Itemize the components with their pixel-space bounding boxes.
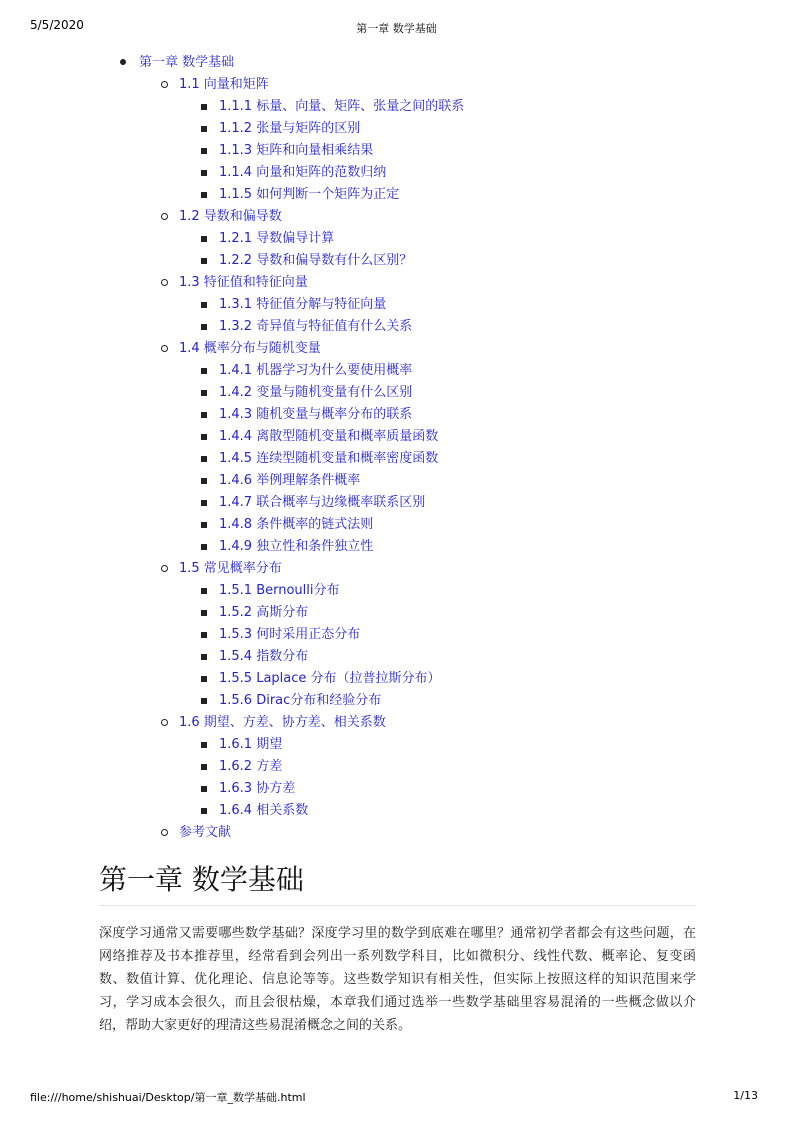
toc-link[interactable]: 1.1.2 张量与矩阵的区别 — [219, 121, 361, 136]
toc-link[interactable]: 1.4.9 独立性和条件独立性 — [219, 539, 374, 554]
heading-divider — [99, 905, 696, 906]
toc-item — [0, 184, 793, 206]
toc-list — [0, 52, 793, 844]
square-bullet-icon — [201, 236, 207, 242]
square-bullet-icon — [201, 764, 207, 770]
toc-link[interactable]: 1.6.4 相关系数 — [219, 803, 309, 818]
toc-item — [0, 228, 793, 250]
circle-bullet-icon — [161, 719, 168, 726]
square-bullet-icon — [201, 632, 207, 638]
toc-link[interactable]: 1.4 概率分布与随机变量 — [179, 341, 321, 356]
square-bullet-icon — [201, 368, 207, 374]
toc-item — [0, 206, 793, 228]
square-bullet-icon — [201, 808, 207, 814]
toc-link[interactable]: 1.5 常见概率分布 — [179, 561, 282, 576]
toc-item — [0, 492, 793, 514]
toc-item — [0, 294, 793, 316]
print-title: 第一章 数学基础 — [356, 22, 437, 35]
file-path: file:///home/shishuai/Desktop/第一章_数学基础.html — [30, 1091, 306, 1104]
toc-link[interactable]: 1.4.1 机器学习为什么要使用概率 — [219, 363, 413, 378]
square-bullet-icon — [201, 654, 207, 660]
square-bullet-icon — [201, 104, 207, 110]
toc-link[interactable]: 1.2 导数和偏导数 — [179, 209, 282, 224]
toc-item — [0, 470, 793, 492]
toc-link[interactable]: 1.1.4 向量和矩阵的范数归纳 — [219, 165, 387, 180]
toc-item — [0, 52, 793, 74]
table-of-contents — [0, 52, 793, 844]
disc-bullet-icon — [120, 59, 126, 65]
toc-link[interactable]: 1.3.2 奇异值与特征值有什么关系 — [219, 319, 413, 334]
toc-link[interactable]: 1.6.2 方差 — [219, 759, 283, 774]
toc-link[interactable]: 1.5.2 高斯分布 — [219, 605, 309, 620]
toc-link[interactable]: 1.1.5 如何判断一个矩阵为正定 — [219, 187, 400, 202]
page-number: 1/13 — [733, 1089, 758, 1102]
toc-link[interactable]: 第一章 数学基础 — [139, 55, 235, 70]
square-bullet-icon — [201, 126, 207, 132]
circle-bullet-icon — [161, 565, 168, 572]
toc-link[interactable]: 1.5.1 Bernoulli分布 — [219, 583, 340, 598]
toc-item — [0, 690, 793, 712]
toc-item — [0, 382, 793, 404]
toc-link[interactable]: 1.4.5 连续型随机变量和概率密度函数 — [219, 451, 439, 466]
toc-item — [0, 822, 793, 844]
toc-item — [0, 580, 793, 602]
toc-item — [0, 316, 793, 338]
square-bullet-icon — [201, 258, 207, 264]
toc-item — [0, 404, 793, 426]
intro-paragraph: 深度学习通常又需要哪些数学基础？深度学习里的数学到底难在哪里？通常初学者都会有这些问题，在网络推荐及书本推荐里，经常看到会列出一系列数学科目，比如微积分、线性代数、概率论、复变函数、数值计算、优化理论、信息论等等。这些数学知识有相关性，但实际上按照这样的知识范围来学习，学习成本会很久，而且会很枯燥，本章我们通过选举一些数学基础里容易混淆的一些概念做以介绍，帮助大家更好的理清这些易混淆概念之间的关系。 — [99, 926, 696, 1033]
toc-item — [0, 514, 793, 536]
toc-link[interactable]: 1.6.3 协方差 — [219, 781, 296, 796]
toc-link[interactable]: 1.2.1 导数偏导计算 — [219, 231, 335, 246]
toc-item — [0, 624, 793, 646]
toc-item — [0, 558, 793, 580]
square-bullet-icon — [201, 192, 207, 198]
toc-link[interactable]: 1.4.3 随机变量与概率分布的联系 — [219, 407, 413, 422]
toc-link[interactable]: 1.5.4 指数分布 — [219, 649, 309, 664]
circle-bullet-icon — [161, 829, 168, 836]
square-bullet-icon — [201, 324, 207, 330]
toc-link[interactable]: 1.5.5 Laplace 分布（拉普拉斯分布） — [219, 671, 441, 686]
toc-link[interactable]: 参考文献 — [179, 825, 232, 840]
toc-link[interactable]: 1.4.7 联合概率与边缘概率联系区别 — [219, 495, 426, 510]
toc-item — [0, 338, 793, 360]
print-date: 5/5/2020 — [30, 18, 84, 32]
toc-item — [0, 74, 793, 96]
circle-bullet-icon — [161, 345, 168, 352]
square-bullet-icon — [201, 676, 207, 682]
square-bullet-icon — [201, 588, 207, 594]
square-bullet-icon — [201, 390, 207, 396]
toc-link[interactable]: 1.1 向量和矩阵 — [179, 77, 269, 92]
toc-item — [0, 360, 793, 382]
toc-link[interactable]: 1.1.1 标量、向量、矩阵、张量之间的联系 — [219, 99, 465, 114]
toc-item — [0, 800, 793, 822]
toc-link[interactable]: 1.4.6 举例理解条件概率 — [219, 473, 361, 488]
square-bullet-icon — [201, 434, 207, 440]
toc-item — [0, 536, 793, 558]
toc-link[interactable]: 1.6.1 期望 — [219, 737, 283, 752]
square-bullet-icon — [201, 148, 207, 154]
square-bullet-icon — [201, 456, 207, 462]
toc-item — [0, 668, 793, 690]
square-bullet-icon — [201, 544, 207, 550]
toc-item — [0, 602, 793, 624]
toc-link[interactable]: 1.5.6 Dirac分布和经验分布 — [219, 693, 382, 708]
square-bullet-icon — [201, 786, 207, 792]
circle-bullet-icon — [161, 279, 168, 286]
square-bullet-icon — [201, 742, 207, 748]
toc-item — [0, 646, 793, 668]
toc-item — [0, 448, 793, 470]
square-bullet-icon — [201, 610, 207, 616]
toc-item — [0, 734, 793, 756]
toc-item — [0, 118, 793, 140]
circle-bullet-icon — [161, 81, 168, 88]
square-bullet-icon — [201, 522, 207, 528]
toc-link[interactable]: 1.1.3 矩阵和向量相乘结果 — [219, 143, 374, 158]
square-bullet-icon — [201, 698, 207, 704]
toc-item — [0, 140, 793, 162]
square-bullet-icon — [201, 412, 207, 418]
toc-link[interactable]: 1.5.3 何时采用正态分布 — [219, 627, 361, 642]
toc-link[interactable]: 1.4.2 变量与随机变量有什么区别 — [219, 385, 413, 400]
square-bullet-icon — [201, 302, 207, 308]
square-bullet-icon — [201, 478, 207, 484]
toc-link[interactable]: 1.2.2 导数和偏导数有什么区别？ — [219, 253, 413, 268]
toc-item — [0, 426, 793, 448]
toc-item — [0, 162, 793, 184]
square-bullet-icon — [201, 500, 207, 506]
toc-item — [0, 96, 793, 118]
toc-item — [0, 712, 793, 734]
toc-link[interactable]: 1.3 特征值和特征向量 — [179, 275, 308, 290]
chapter-heading: 第一章 数学基础 — [99, 863, 304, 896]
toc-link[interactable]: 1.3.1 特征值分解与特征向量 — [219, 297, 387, 312]
toc-item — [0, 756, 793, 778]
square-bullet-icon — [201, 170, 207, 176]
toc-item — [0, 272, 793, 294]
toc-link[interactable]: 1.6 期望、方差、协方差、相关系数 — [179, 715, 386, 730]
circle-bullet-icon — [161, 213, 168, 220]
toc-link[interactable]: 1.4.8 条件概率的链式法则 — [219, 517, 374, 532]
toc-item — [0, 250, 793, 272]
toc-item — [0, 778, 793, 800]
toc-link[interactable]: 1.4.4 离散型随机变量和概率质量函数 — [219, 429, 439, 444]
